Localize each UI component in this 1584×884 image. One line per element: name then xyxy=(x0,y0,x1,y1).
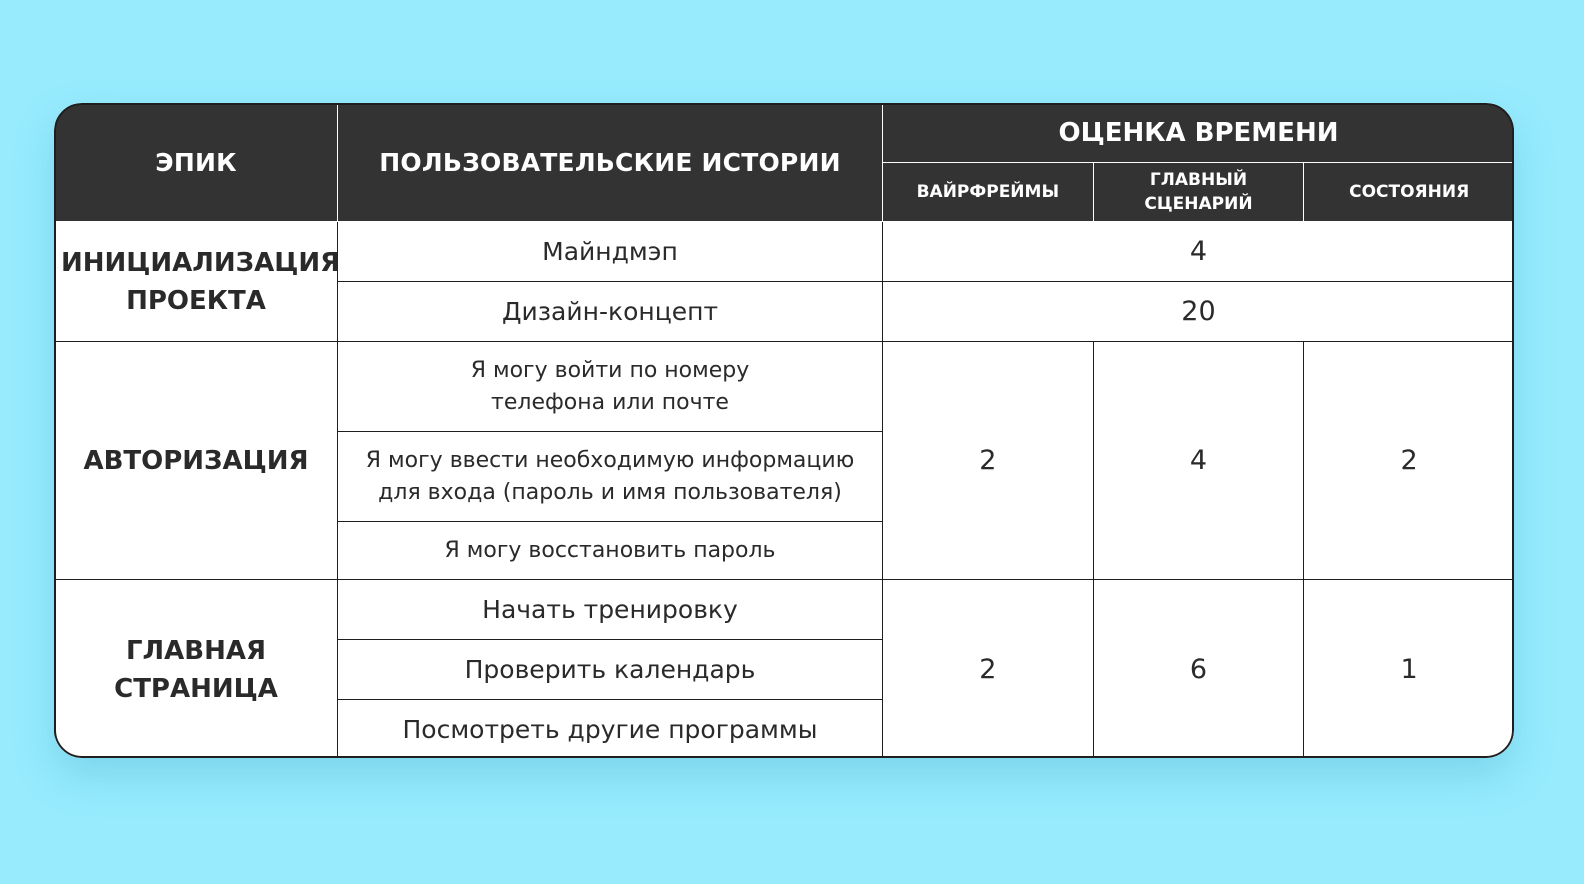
wireframes-cell: 2 xyxy=(883,342,1094,580)
header-main-scenario: ГЛАВНЫЙ СЦЕНАРИЙ xyxy=(1093,163,1304,222)
estimate-table-card xyxy=(54,103,1514,758)
header-epic: ЭПИК xyxy=(55,104,338,222)
states-cell: 2 xyxy=(1304,342,1514,580)
header-states: СОСТОЯНИЯ xyxy=(1304,163,1514,222)
story-cell: Посмотреть другие программы xyxy=(338,700,883,759)
epic-main-page: ГЛАВНАЯ СТРАНИЦА xyxy=(55,580,338,759)
table-row xyxy=(55,580,1515,640)
header-row-top xyxy=(55,104,1515,163)
header-wireframes: ВАЙРФРЕЙМЫ xyxy=(883,163,1094,222)
main-scenario-cell: 4 xyxy=(1093,342,1304,580)
table-row xyxy=(55,222,1515,282)
header-time-estimate: ОЦЕНКА ВРЕМЕНИ xyxy=(883,104,1515,163)
story-cell: Я могу войти по номеру телефона или почте xyxy=(338,342,883,432)
epic-authorization: АВТОРИЗАЦИЯ xyxy=(55,342,338,580)
estimate-table xyxy=(54,103,1514,758)
wireframes-cell: 2 xyxy=(883,580,1094,759)
story-cell: Проверить календарь xyxy=(338,640,883,700)
story-cell: Начать тренировку xyxy=(338,580,883,640)
epic-project-init: ИНИЦИАЛИЗАЦИЯ ПРОЕКТА xyxy=(55,222,338,342)
states-cell: 1 xyxy=(1304,580,1514,759)
story-cell: Майндмэп xyxy=(338,222,883,282)
story-cell: Я могу ввести необходимую информацию для входа (пароль и имя пользователя) xyxy=(338,432,883,522)
header-user-stories: ПОЛЬЗОВАТЕЛЬСКИЕ ИСТОРИИ xyxy=(338,104,883,222)
main-scenario-cell: 6 xyxy=(1093,580,1304,759)
table-row xyxy=(55,342,1515,432)
estimate-merged-cell: 20 xyxy=(883,282,1515,342)
story-cell: Дизайн-концепт xyxy=(338,282,883,342)
estimate-merged-cell: 4 xyxy=(883,222,1515,282)
story-cell: Я могу восстановить пароль xyxy=(338,522,883,580)
